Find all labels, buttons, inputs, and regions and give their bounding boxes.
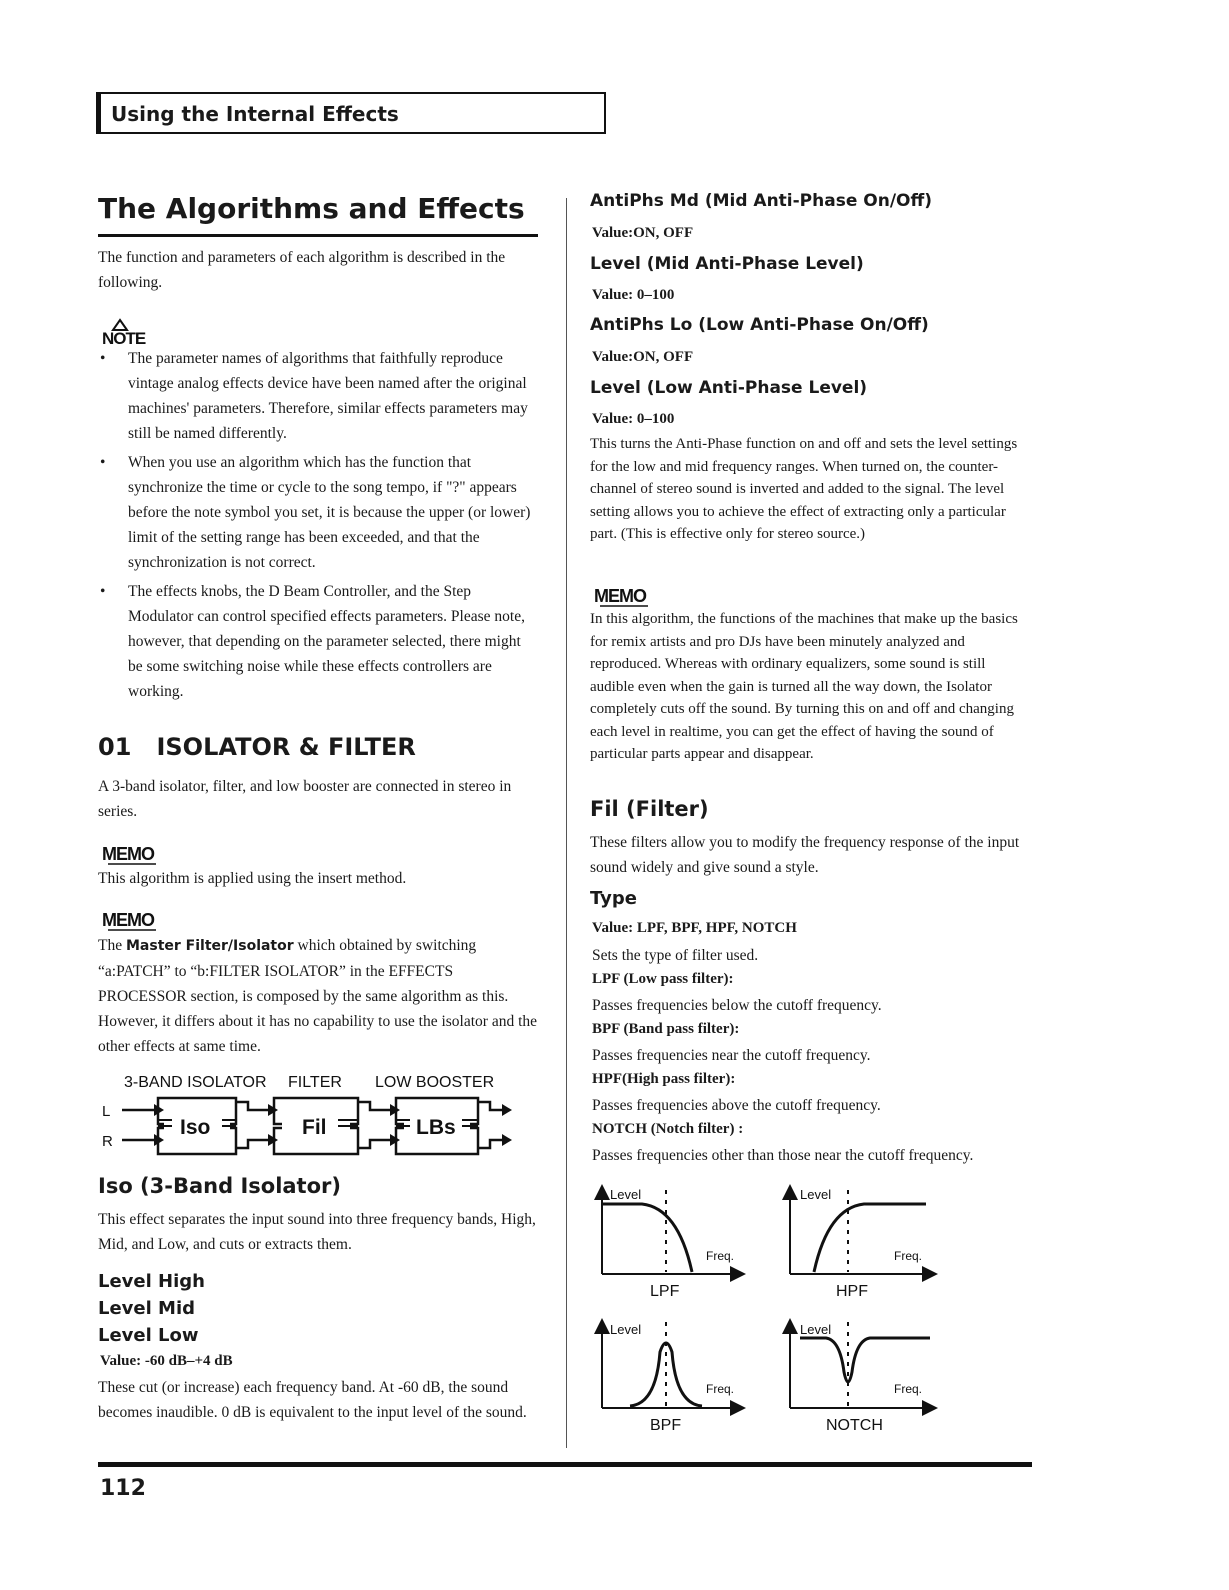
param-level-low-antiphase-value: Value: 0–100 xyxy=(592,411,675,427)
note-item: • When you use an algorithm which has the function that synchronize the time or cycle to the song tempo, if "?" appears before the note symbol you set, it is because the upper (or lower) limit of the setting range has been exceeded, and that the synchronization is not correct. xyxy=(98,450,538,575)
type-desc: Sets the type of filter used. xyxy=(592,947,759,964)
params-desc: These cut (or increase) each frequency band. At -60 dB, the sound becomes inaudible. 0 dB is equivalent to the input level of the sound. xyxy=(98,1379,527,1421)
iso-desc: This effect separates the input sound into three frequency bands, High, Mid, and Low, and cuts or extracts them. xyxy=(98,1211,536,1253)
params-value: Value: -60 dB–+4 dB xyxy=(100,1353,233,1369)
bpf-level-label: Level xyxy=(610,1322,642,1337)
filter-lpf-name: LPF (Low pass filter): xyxy=(592,971,734,987)
filter-lpf-desc: Passes frequencies below the cutoff frequency. xyxy=(592,997,882,1014)
iso-title: Iso (3-Band Isolator) xyxy=(98,1174,341,1198)
page-title: The Algorithms and Effects xyxy=(98,192,525,225)
lpf-level-label: Level xyxy=(610,1187,642,1202)
memo2-bold: Master Filter/Isolator xyxy=(125,938,294,954)
svg-text:MEMO: MEMO xyxy=(102,844,154,864)
filter-bpf-desc: Passes frequencies near the cutoff frequency. xyxy=(592,1047,871,1064)
fil-title: Fil (Filter) xyxy=(590,797,709,821)
memo2-pre: The xyxy=(98,937,126,954)
memo-icon xyxy=(100,906,170,936)
param-level-low-antiphase: Level (Low Anti-Phase Level) xyxy=(590,378,868,398)
lpf-freq-label: Freq. xyxy=(706,1249,735,1263)
memo2-post: which obtained by switching “a:PATCH” to “b:FILTER ISOLATOR” in the EFFECTS PROCESSOR section, is composed by the same algorithm as this. However, it differs about it has no capability to use the isolator and the other effects at same time. xyxy=(98,937,538,1055)
bpf-freq-label: Freq. xyxy=(706,1382,735,1396)
column-divider xyxy=(566,198,567,1448)
note-list xyxy=(98,346,538,704)
notch-graph-label: NOTCH xyxy=(826,1417,883,1434)
note-item: • The effects knobs, the D Beam Controller, and the Step Modulator can control specified effects parameters. Please note, however, that depending on the parameter selected, there might be some switching noise while these effects controllers are working. xyxy=(98,579,538,704)
footer-rule xyxy=(98,1462,1032,1467)
svg-text:MEMO: MEMO xyxy=(102,910,154,930)
hpf-level-label: Level xyxy=(800,1187,832,1202)
svg-text:NOTE: NOTE xyxy=(102,329,146,348)
memo-text-2 xyxy=(98,933,538,1059)
block-fil: Fil xyxy=(302,1116,327,1139)
notch-level-label: Level xyxy=(800,1322,832,1337)
bpf-graph-label: BPF xyxy=(650,1417,682,1434)
intro-text: The function and parameters of each algorithm is described in the following. xyxy=(98,249,506,291)
filter-response-graphs xyxy=(590,1182,950,1442)
antiphase-desc: This turns the Anti-Phase function on and off and sets the level settings for the low and mid frequency ranges. When turned on, the counter-channel of stereo sound is inverted and added to the signal. The level setting allows you to achieve the effect of extracting only a particular part. (This is effective only for stereo source.) xyxy=(590,436,1018,542)
input-r-label: R xyxy=(102,1133,113,1150)
memo-text-right: In this algorithm, the functions of the machines that make up the basics for remix artists and pro DJs have been minutely analyzed and reproduced. Whereas with ordinary equalizers, some sound is still audible even when the gain is turned all the way down, the Isolator completely cuts off the sound. By turning this on and off and changing each level in realtime, you can get the effect of having the sound of particular parts appear and disappear. xyxy=(590,611,1018,762)
svg-text:MEMO: MEMO xyxy=(594,586,646,606)
note-item: • The parameter names of algorithms that faithfully reproduce vintage analog effects device have been named after the original machines' parameters. Therefore, similar effects parameters may still be named differently. xyxy=(98,346,538,446)
notch-freq-label: Freq. xyxy=(894,1382,923,1396)
block-lbs: LBs xyxy=(416,1116,456,1139)
param-level-mid-antiphase-value: Value: 0–100 xyxy=(592,287,675,303)
block-iso: Iso xyxy=(180,1116,211,1139)
title-rule xyxy=(98,234,538,237)
diagram-label-filter: FILTER xyxy=(288,1074,342,1091)
section-header xyxy=(96,92,606,134)
section-title: 01 ISOLATOR & FILTER xyxy=(98,733,416,761)
filter-notch-name: NOTCH (Notch filter) : xyxy=(592,1121,744,1137)
memo-text-1: This algorithm is applied using the insert method. xyxy=(98,870,407,887)
param-level-mid-antiphase: Level (Mid Anti-Phase Level) xyxy=(590,254,864,274)
input-l-label: L xyxy=(102,1103,111,1120)
lpf-graph-label: LPF xyxy=(650,1283,680,1300)
section-intro: A 3-band isolator, filter, and low booster are connected in stereo in series. xyxy=(98,778,512,820)
param-antiphs-md: AntiPhs Md (Mid Anti-Phase On/Off) xyxy=(590,191,933,211)
param-level-mid: Level Mid xyxy=(98,1298,196,1319)
type-value: Value: LPF, BPF, HPF, NOTCH xyxy=(592,920,797,936)
param-antiphs-md-value: Value:ON, OFF xyxy=(592,225,694,241)
type-title: Type xyxy=(590,888,637,909)
section-header-label: Using the Internal Effects xyxy=(111,102,399,126)
param-antiphs-lo-value: Value:ON, OFF xyxy=(592,349,694,365)
filter-hpf-name: HPF(High pass filter): xyxy=(592,1071,736,1087)
fil-desc: These filters allow you to modify the frequency response of the input sound widely and give sound a style. xyxy=(590,834,1020,876)
filter-hpf-desc: Passes frequencies above the cutoff frequency. xyxy=(592,1097,881,1114)
diagram-label-booster: LOW BOOSTER xyxy=(375,1074,495,1091)
page-number: 112 xyxy=(100,1476,146,1501)
param-antiphs-lo: AntiPhs Lo (Low Anti-Phase On/Off) xyxy=(590,315,929,335)
param-level-high: Level High xyxy=(98,1271,205,1292)
hpf-graph-label: HPF xyxy=(836,1283,868,1300)
filter-bpf-name: BPF (Band pass filter): xyxy=(592,1021,740,1037)
effects-chain-diagram xyxy=(98,1068,528,1168)
diagram-label-isolator: 3-BAND ISOLATOR xyxy=(124,1074,267,1091)
param-level-low: Level Low xyxy=(98,1325,199,1346)
filter-notch-desc: Passes frequencies other than those near the cutoff frequency. xyxy=(592,1147,974,1164)
hpf-freq-label: Freq. xyxy=(894,1249,923,1263)
